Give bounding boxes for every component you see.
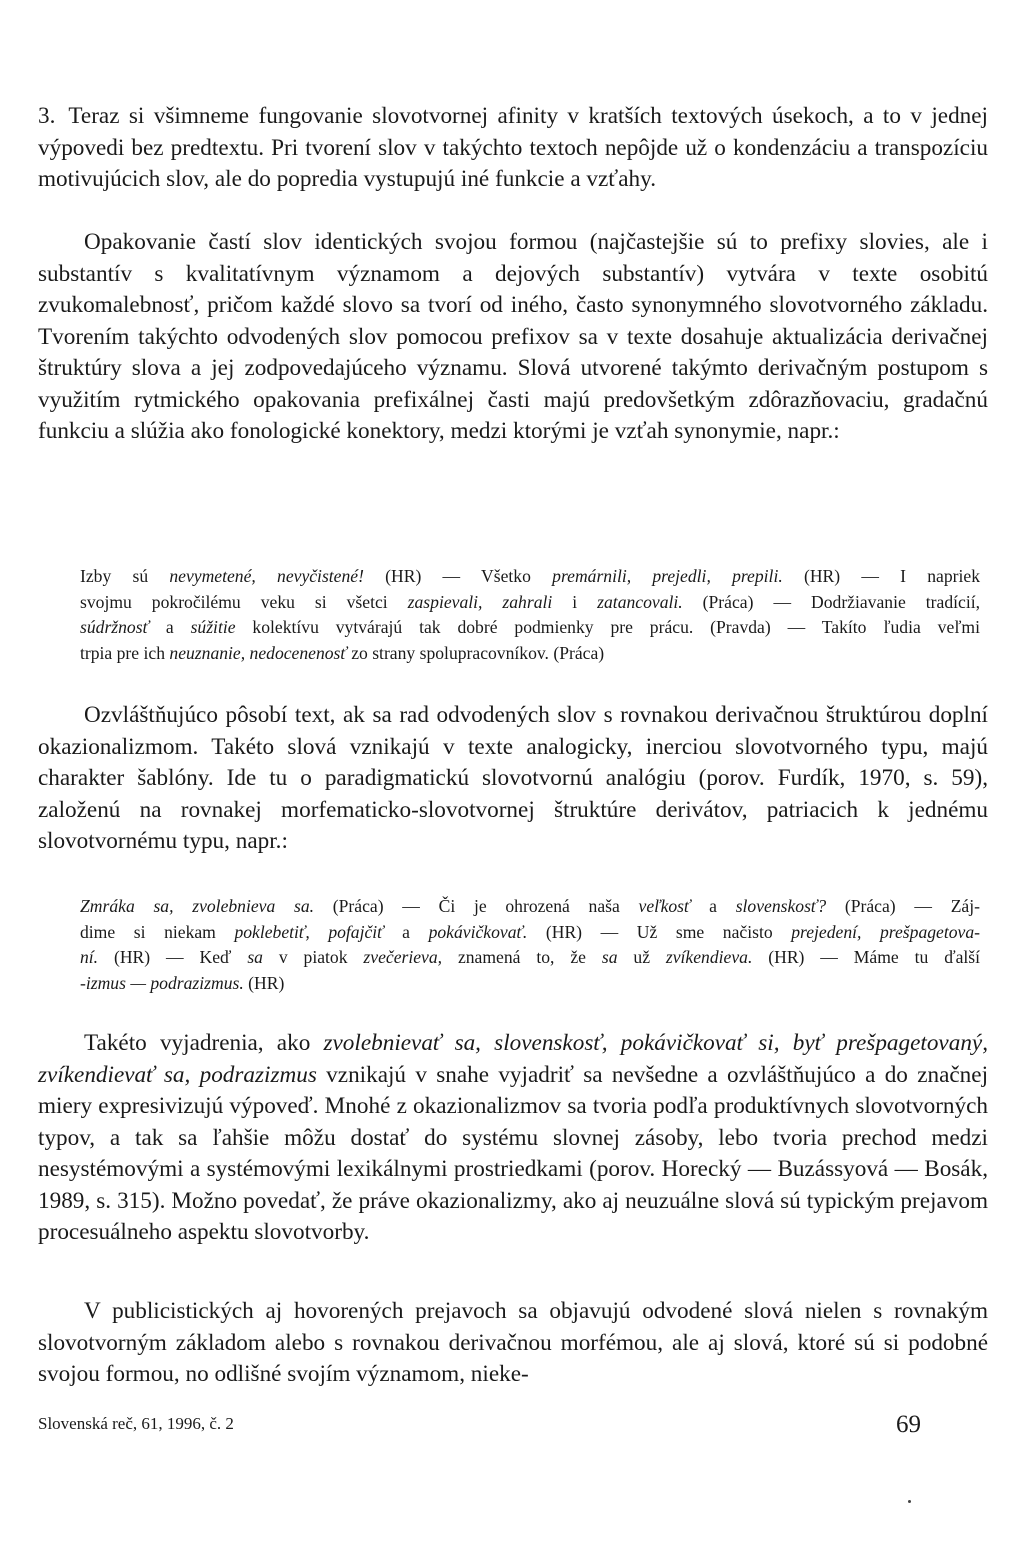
example-line — [80, 894, 980, 920]
text-run: Izby sú — [80, 566, 170, 586]
example-line — [80, 615, 980, 641]
italic-example-word: zvolebnievať sa, slovenskosť, pokávičkovať si, byť prešpagetovaný, zvíkendievať sa, podrazizmus — [38, 1030, 988, 1088]
italic-example-word: Zmráka sa, zvolebnieva sa. — [80, 896, 315, 916]
italic-example-word: premárnili, prejedli, prepili. — [552, 566, 783, 586]
example-line — [80, 920, 980, 946]
paragraph-3-text: Ozvláštňujúco pôsobí text, ak sa rad odvodených slov s rovnakou derivačnou štruktúrou doplní okazionalizmom. Takéto slová vznikajú v texte analogicky, inerciou slovotvorného typu, majú charakter šablóny. Ide tu o paradigmatickú slovotvornú analógiu (porov. Furdík, 1970, s. 59), založenú na rovnakej morfematicko-slovotvornej štruktúre derivátov, patriacich k jednému slovotvornému typu, napr.: — [38, 702, 988, 854]
paragraph-1 — [38, 101, 988, 196]
italic-example-word: veľkosť — [638, 896, 691, 916]
text-run: a — [148, 617, 191, 637]
paragraph-4 — [38, 1028, 988, 1249]
text-run: Takéto vyjadrenia, ako — [84, 1030, 324, 1056]
section-number: 3. — [38, 103, 56, 129]
scan-speck — [908, 1500, 911, 1503]
italic-example-word: súžitie — [190, 617, 236, 637]
paragraph-5 — [38, 1296, 988, 1391]
page-number: 69 — [896, 1411, 921, 1438]
text-run: v piatok — [262, 947, 364, 967]
italic-example-word: nevymetené, nevyčistené! — [169, 566, 364, 586]
example-line — [80, 590, 980, 616]
journal-citation: Slovenská reč, 61, 1996, č. 2 — [38, 1414, 234, 1433]
text-run: (HR) — Keď — [98, 947, 248, 967]
text-run: (HR) — Všetko — [363, 566, 553, 586]
text-run: už — [617, 947, 666, 967]
paragraph-2 — [38, 227, 988, 448]
text-run: zo strany spolupracovníkov. (Práca) — [346, 642, 605, 663]
text-run: a — [690, 896, 736, 916]
paragraph-5-text: V publicistických aj hovorených prejavoch sa objavujú odvodené slová nielen s rovnakým slovotvorným základom alebo s rovnakou derivačnou morfémou, ale aj slová, ktoré sú si podobné svojou formou, no odlišné svojím významom, nieke- — [38, 1298, 988, 1387]
example-line — [80, 641, 980, 667]
italic-example-word: neuznanie, nedocenenosť — [169, 642, 347, 663]
paragraph-1-text: Teraz si všimneme fungovanie slovotvornej afinity v kratších textových úsekoch, a to v jednej výpovedi bez predtextu. Pri tvorení slov v takýchto textoch nepôjde už o kondenzáciu a transpozíciu motivujúcich slov, ale do popredia vystupujú iné funkcie a vzťahy. — [38, 103, 988, 192]
text-run: kolektívu vytvárajú tak dobré podmienky pre prácu. (Pravda) — Takíto ľudia veľmi — [235, 617, 980, 637]
paragraph-2-text: Opakovanie častí slov identických svojou formou (najčastejšie sú to prefixy slovies, ale i substantív s kvalitatívnym významom a dejových substantív) vytvára v texte osobitú zvukomalebnosť, pričom každé slovo sa tvorí od iného, často synonymného slovotvorného základu. Tvorením takýchto odvodených slov pomocou prefixov sa v texte dosahuje aktualizácia derivačnej štruktúry slova a jej zodpovedajúceho významu. Slová utvorené takýmto derivačným postupom s využitím rytmického opakovania prefixálnej časti majú predovšetkým zdôrazňovaciu, gradačnú funkciu a slúžia ako fonologické konektory, medzi ktorými je vzťah synonymie, napr.: — [38, 229, 988, 444]
italic-example-word: zatancovali. — [597, 591, 683, 612]
italic-example-word: pokávičkovať. — [428, 921, 528, 942]
italic-example-word: prejedení, prešpagetova- — [791, 921, 980, 942]
text-run: (HR) — I napriek — [782, 566, 980, 586]
italic-example-word: sa — [601, 947, 618, 967]
text-run: (HR) — Máme tu ďalší — [752, 947, 981, 967]
text-run: a — [383, 921, 429, 942]
text-run: trpia pre ich — [80, 642, 170, 663]
italic-example-word: zvečerieva, — [363, 947, 443, 967]
text-run: znamená to, že — [442, 947, 602, 967]
text-run: i — [552, 591, 598, 612]
text-run: dime si niekam — [80, 921, 235, 942]
example-block-2 — [80, 894, 980, 996]
example-block-1 — [80, 564, 980, 666]
text-run: (Práca) — Dodržiavanie tradícií, — [682, 591, 981, 612]
text-run: (HR) — [243, 972, 285, 993]
italic-example-word: slovenskosť? — [735, 896, 827, 916]
text-run: vznikajú v snahe vyjadriť sa nevšedne a ozvláštňujúco a do značnej miery expresivizujú výpoveď. Mnohé z okazionalizmov sa tvoria podľa produktívnych slovotvorných typov, a tak sa ľahšie môžu dostať do systému slovnej zásoby, lebo tvoria prechod medzi nesystémovými a systémovými lexikálnymi prostriedkami (porov. Horecký — Buzássyová — Bosák, 1989, s. 315). Možno povedať, že práve okazionalizmy, ako aj neuzuálne slová sú typickým prejavom procesuálneho aspektu slovotvorby. — [38, 1061, 989, 1245]
text-run: (Práca) — Či je ohrozená naša — [314, 896, 639, 916]
italic-example-word: poklebetiť, pofajčiť — [234, 921, 384, 942]
text-run: (Práca) — Záj- — [826, 896, 980, 916]
italic-example-word: zvíkendieva. — [665, 947, 753, 967]
italic-example-word: súdržnosť — [80, 617, 149, 637]
text-run: (HR) — Už sme načisto — [527, 921, 792, 942]
italic-example-word: sa — [247, 947, 263, 967]
italic-example-word: ní. — [80, 947, 99, 967]
italic-example-word: zaspievali, zahrali — [407, 591, 553, 612]
text-run: svojmu pokročilému veku si všetci — [80, 591, 408, 612]
example-line — [80, 971, 980, 997]
example-line — [80, 945, 980, 971]
italic-example-word: -izmus — podrazizmus. — [80, 972, 244, 993]
paragraph-3 — [38, 700, 988, 858]
example-line — [80, 564, 980, 590]
